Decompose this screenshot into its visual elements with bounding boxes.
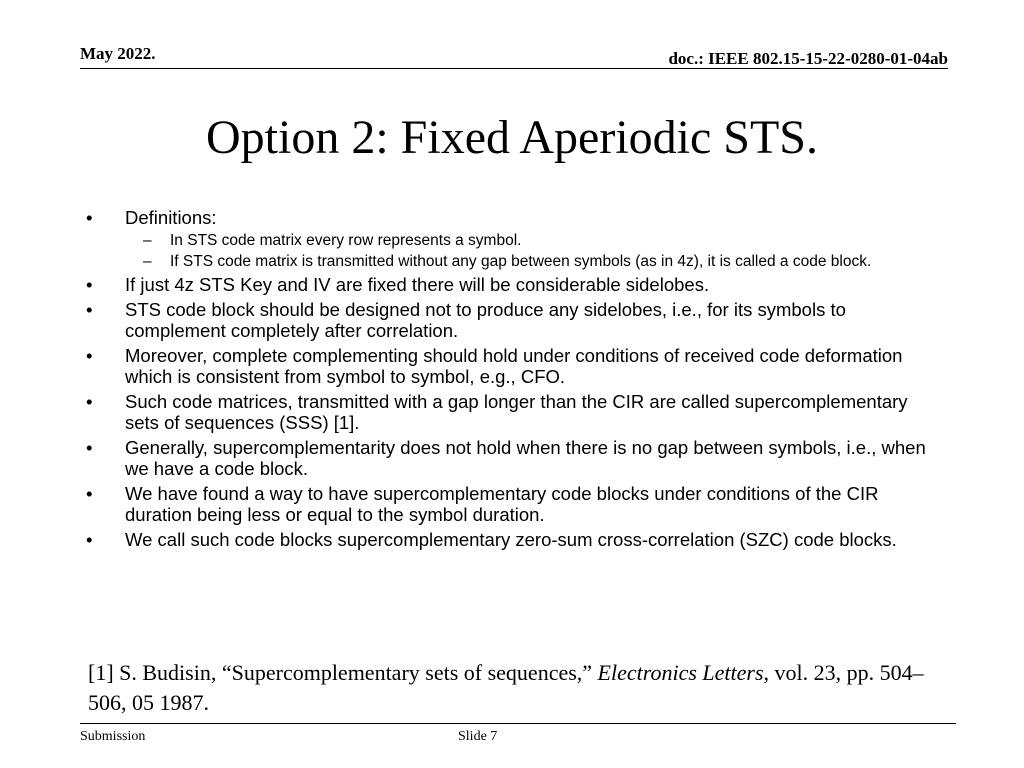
bullet-mark: • <box>86 274 93 295</box>
bullet-text: Definitions: <box>125 207 217 228</box>
sub-bullet-mark: – <box>143 232 152 249</box>
sub-bullet-item <box>86 232 946 249</box>
bullet-item <box>86 483 946 525</box>
bullet-text: Generally, supercomplementarity does not hold when there is no gap between symbols, i.e., when we have a code block. <box>125 437 926 479</box>
bullet-text: We call such code blocks supercomplementary zero-sum cross-correlation (SZC) code blocks. <box>125 529 897 550</box>
header-doc-id: doc.: IEEE 802.15-15-22-0280-01-04ab <box>668 49 948 68</box>
bullet-mark: • <box>86 299 93 320</box>
bullet-item <box>86 437 946 479</box>
sub-bullet-text: If STS code matrix is transmitted without any gap between symbols (as in 4z), it is called a code block. <box>170 253 872 270</box>
header-date: May 2022. <box>80 44 156 63</box>
bullet-mark: • <box>86 207 93 228</box>
bullet-item <box>86 391 946 433</box>
reference <box>88 658 948 718</box>
bullet-mark: • <box>86 437 93 458</box>
bullet-mark: • <box>86 345 93 366</box>
bullet-item <box>86 529 946 550</box>
footer-rule <box>80 723 956 724</box>
sub-bullet-mark: – <box>143 253 152 270</box>
bullet-text: Moreover, complete complementing should hold under conditions of received code deformation which is consistent from symbol to symbol, e.g., CFO. <box>125 345 903 387</box>
reference-authors-title: [1] S. Budisin, “Supercomplementary sets of sequences,” <box>88 660 598 685</box>
bullet-item <box>86 274 946 295</box>
header-rule <box>80 68 948 69</box>
bullet-mark: • <box>86 391 93 412</box>
bullet-text: If just 4z STS Key and IV are fixed there will be considerable sidelobes. <box>125 274 710 295</box>
bullet-text: Such code matrices, transmitted with a gap longer than the CIR are called supercomplementary sets of sequences (SSS) [1]. <box>125 391 908 433</box>
reference-details: , vol. 23, pp. 504–506, 05 1987. <box>88 660 924 715</box>
footer-submission: Submission <box>80 729 146 744</box>
slide-title: Option 2: Fixed Aperiodic STS. <box>206 111 818 164</box>
sub-bullet-item <box>86 253 946 270</box>
bullet-text: We have found a way to have supercomplementary code blocks under conditions of the CIR duration being less or equal to the symbol duration. <box>125 483 879 525</box>
bullet-item <box>86 207 946 228</box>
reference-journal: Electronics Letters <box>597 660 764 685</box>
bullet-list <box>86 207 946 554</box>
bullet-item <box>86 299 946 341</box>
bullet-text: STS code block should be designed not to produce any sidelobes, i.e., for its symbols to complement completely after correlation. <box>125 299 846 341</box>
bullet-mark: • <box>86 483 93 504</box>
bullet-mark: • <box>86 529 93 550</box>
footer-slide-number: Slide 7 <box>458 729 498 744</box>
sub-bullet-text: In STS code matrix every row represents a symbol. <box>170 232 522 249</box>
bullet-item <box>86 345 946 387</box>
